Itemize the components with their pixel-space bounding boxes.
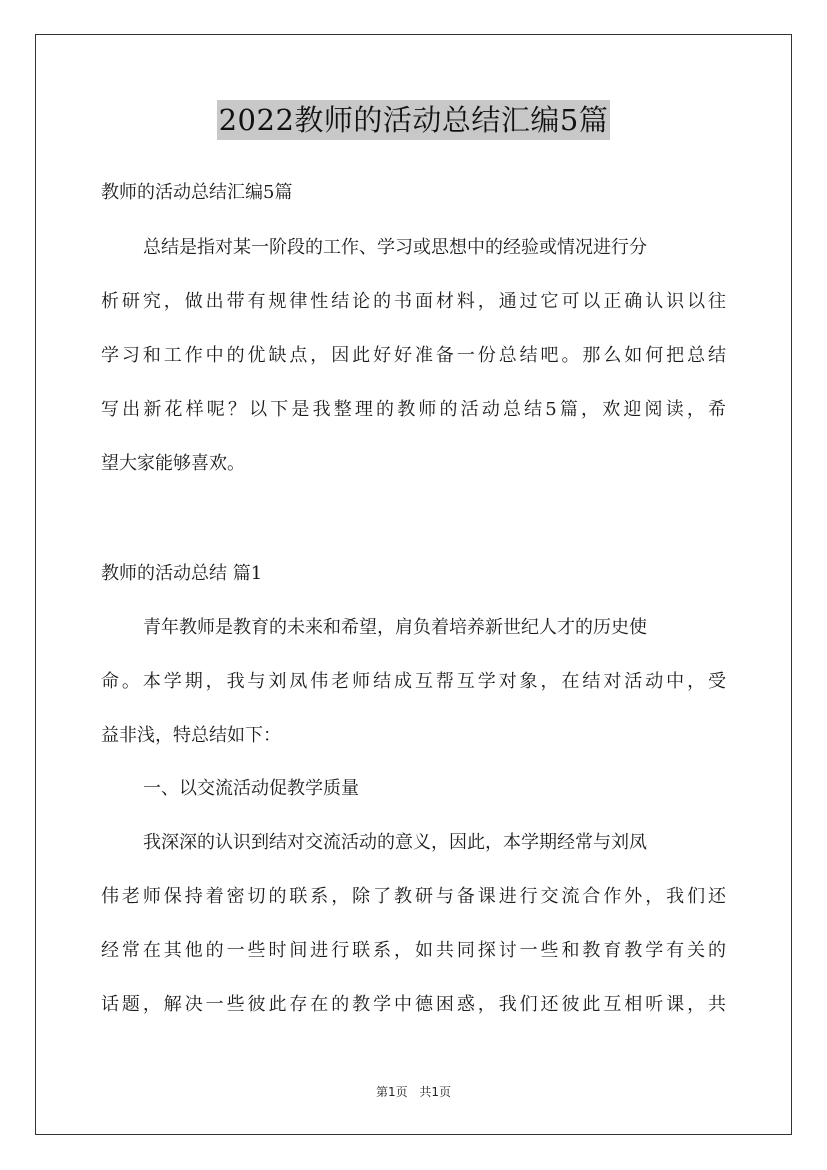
- intro-line-5: 望大家能够喜欢。: [101, 453, 245, 474]
- page-number: 第1页: [375, 1085, 408, 1099]
- section-para2-line-2: 伟老师保持着密切的联系，除了教研与备课进行交流合作外，我们还: [101, 886, 726, 907]
- section-para1-line-3: 益非浅，特总结如下：: [101, 725, 281, 746]
- page-footer: [0, 1083, 827, 1100]
- intro-line-2: 析研究，做出带有规律性结论的书面材料，通过它可以正确认识以往: [101, 291, 726, 312]
- section-para2-line-1: 我深深的认识到结对交流活动的意义，因此，本学期经常与刘凤: [143, 832, 647, 853]
- section-para1-line-2: 命。本学期，我与刘凤伟老师结成互帮互学对象，在结对活动中，受: [101, 671, 726, 692]
- document-subtitle: 教师的活动总结汇编5篇: [101, 182, 293, 203]
- section-para1-line-1: 青年教师是教育的未来和希望，肩负着培养新世纪人才的历史使: [143, 617, 647, 638]
- document-title: 2022教师的活动总结汇编5篇: [217, 100, 611, 140]
- section-para2-line-3: 经常在其他的一些时间进行联系，如共同探讨一些和教育教学有关的: [101, 940, 726, 961]
- title-container: [0, 100, 827, 140]
- subheading-1: 一、以交流活动促教学质量: [143, 778, 359, 799]
- page-total: 共1页: [419, 1085, 452, 1099]
- section-para2-line-4: 话题，解决一些彼此存在的教学中德困惑，我们还彼此互相听课，共: [101, 994, 726, 1015]
- section-heading: 教师的活动总结 篇1: [101, 563, 263, 584]
- intro-line-3: 学习和工作中的优缺点，因此好好准备一份总结吧。那么如何把总结: [101, 345, 726, 366]
- intro-line-4: 写出新花样呢？以下是我整理的教师的活动总结5篇，欢迎阅读，希: [101, 399, 726, 420]
- intro-line-1: 总结是指对某一阶段的工作、学习或思想中的经验或情况进行分: [143, 237, 647, 258]
